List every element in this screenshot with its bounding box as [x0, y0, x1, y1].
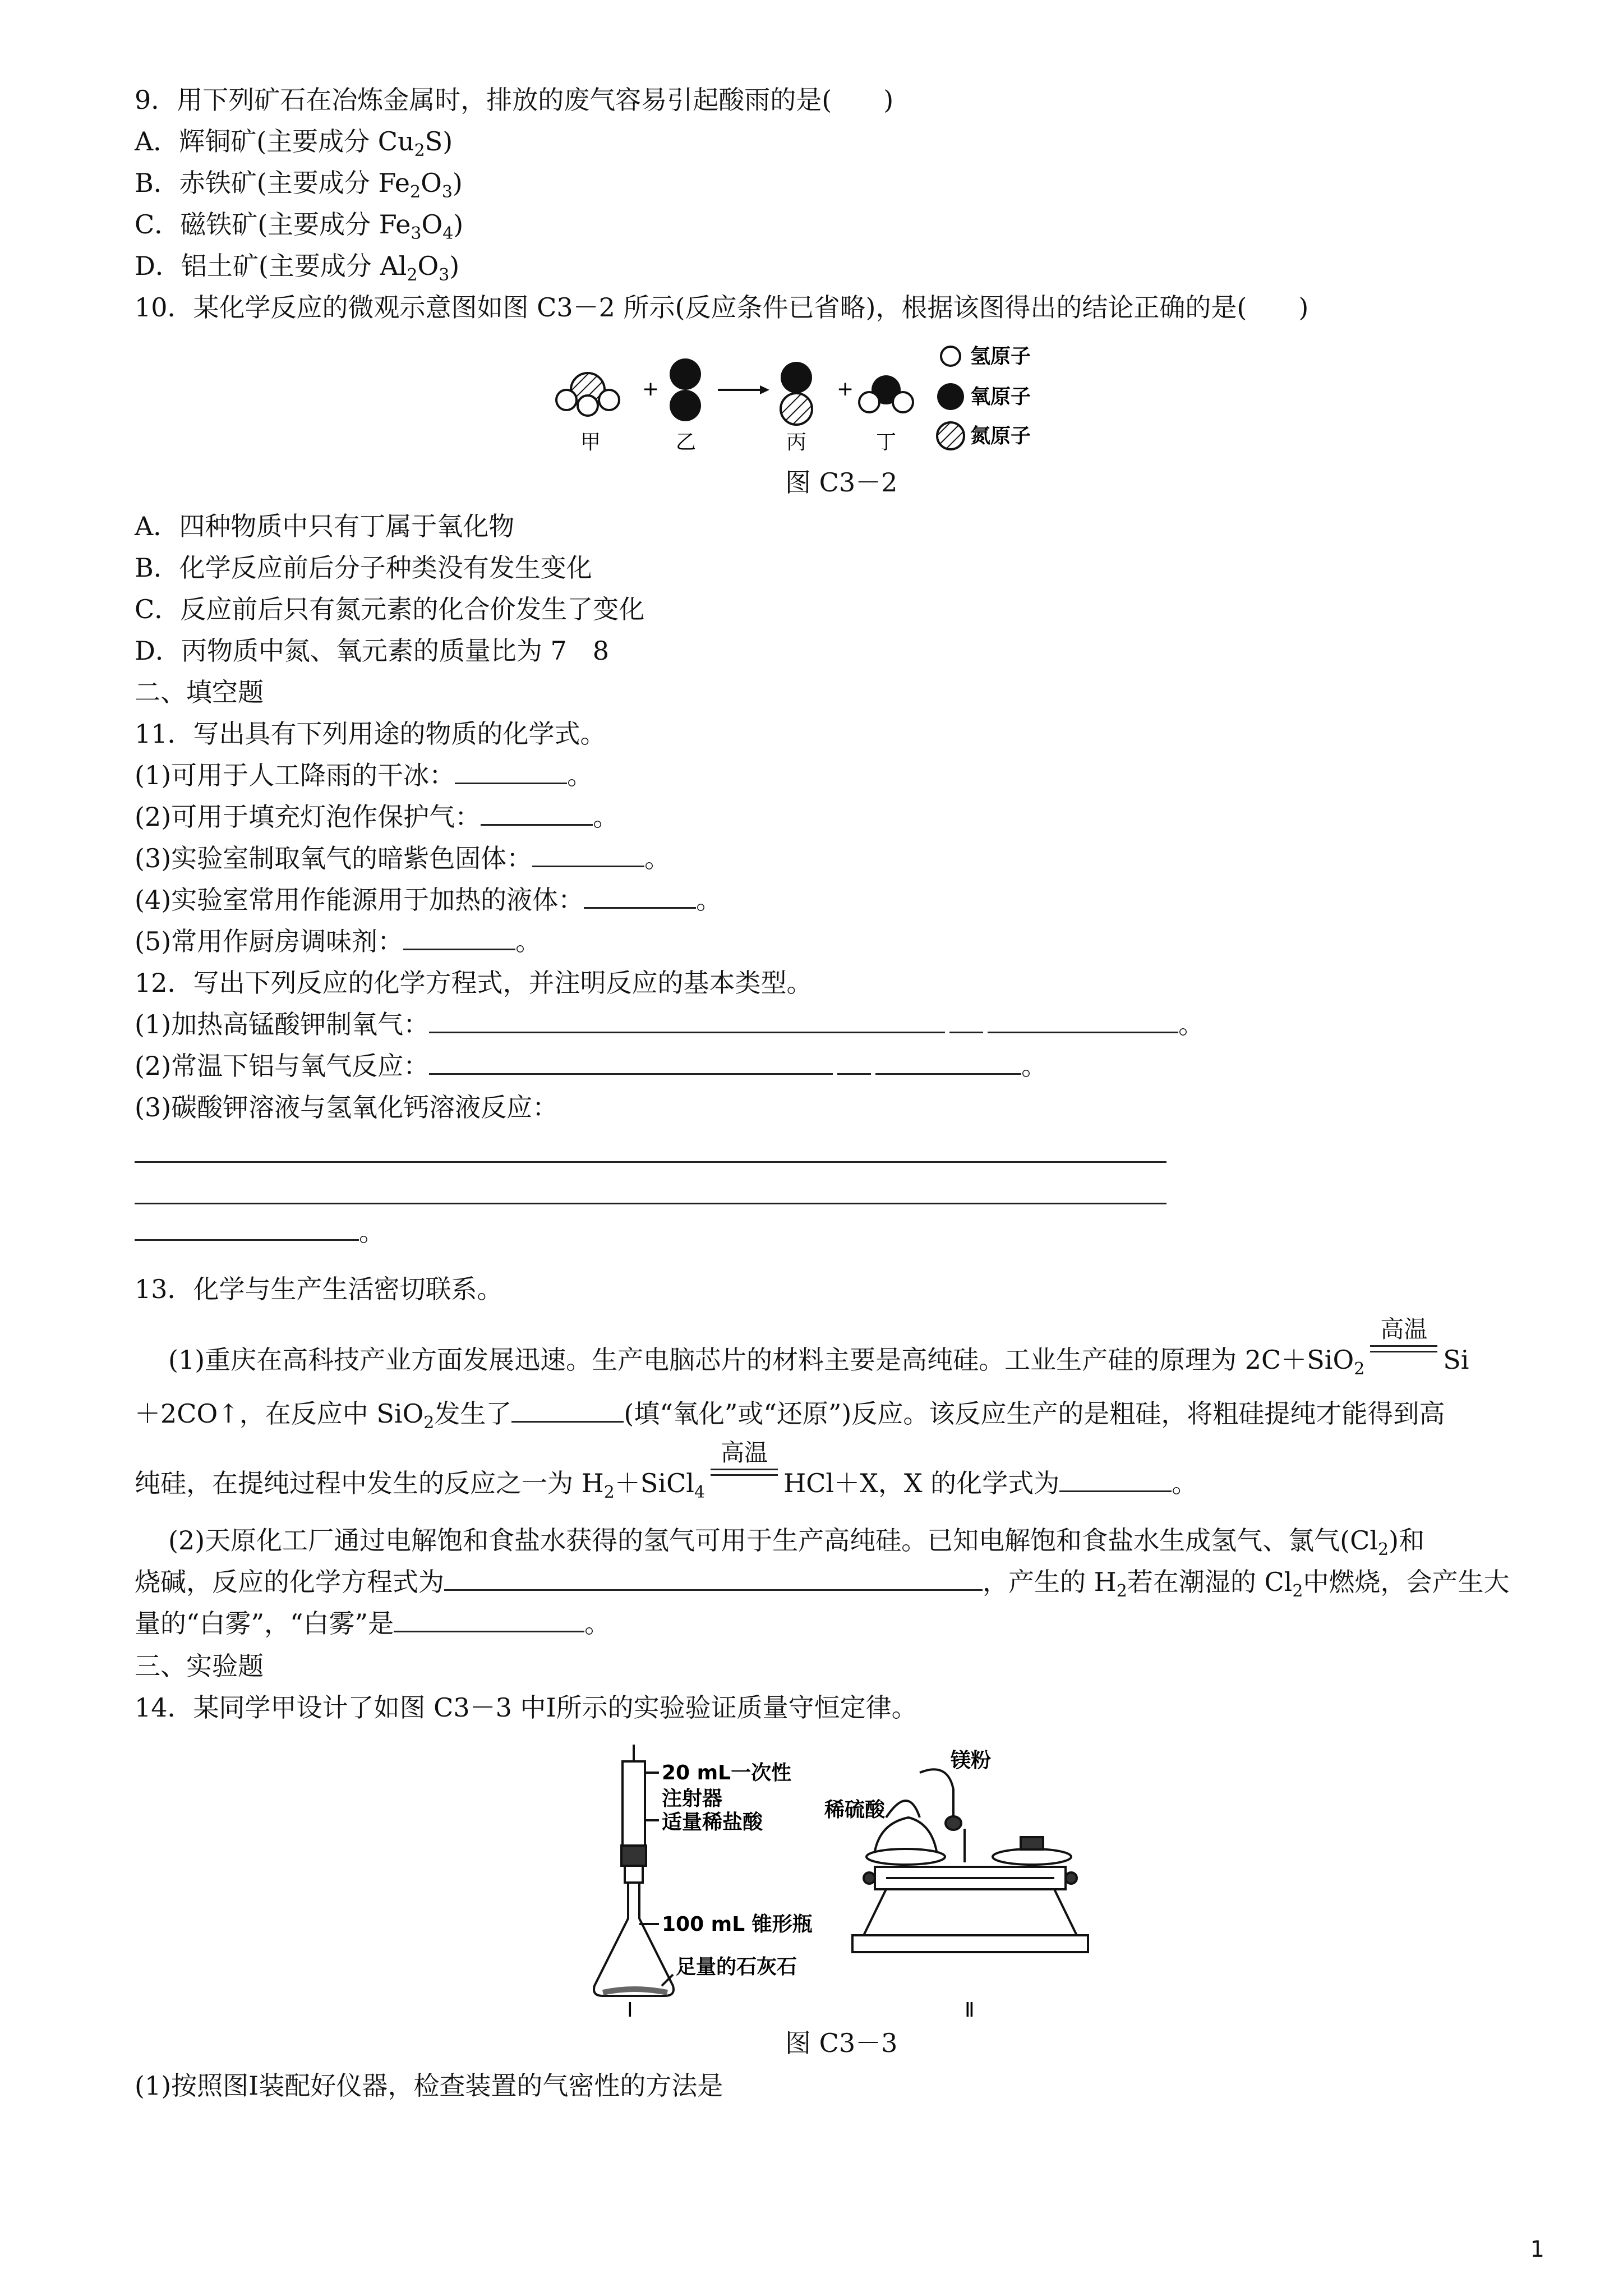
- molecule-bing: [781, 362, 812, 425]
- answer-blank[interactable]: [403, 926, 515, 950]
- q13-p1-line2: ＋2CO↑，在反应中 SiO$_2$发生了 (填“氧化”或“还原”)反应。该反应生产的是粗硅，将粗硅提纯才能得到高: [135, 1398, 1445, 1433]
- legend-nitrogen-label: 氮原子: [970, 425, 1031, 448]
- q13-p1-line1: (1)重庆在高科技产业方面发展迅速。生产电脑芯片的材料主要是高纯硅。工业生产硅的原理为 2C＋SiO$_2$ 高温 Si: [168, 1315, 1469, 1379]
- q11-item-2: (2)可用于填充灯泡作保护气： 。: [135, 802, 619, 832]
- label-bing: 丙: [786, 431, 807, 454]
- label-jia: 甲: [580, 431, 601, 454]
- reaction-arrow: [718, 385, 769, 394]
- q9-option-a: A．辉铜矿(主要成分 $Cu_2S$): [135, 126, 453, 161]
- molecule-jia: [556, 373, 619, 416]
- label-dilute-hcl: 适量稀盐酸: [662, 1811, 763, 1834]
- page-number: 1: [1530, 2237, 1544, 2262]
- answer-blank[interactable]: [455, 760, 567, 784]
- q10-option-a: A．四种物质中只有丁属于氧化物: [135, 511, 515, 541]
- apparatus-figure: [583, 1739, 1144, 2019]
- separator-dash: [949, 1015, 983, 1033]
- molecule-ding: [859, 375, 913, 412]
- legend-hydrogen-symbol: [941, 347, 960, 366]
- q11-item-4: (4)实验室常用作能源用于加热的液体： 。: [135, 885, 722, 915]
- q10-option-b: B．化学反应前后分子种类没有发生变化: [135, 553, 592, 583]
- label-roman-2: Ⅱ: [965, 1999, 975, 2019]
- q14-stem: 14．某同学甲设计了如图 C3－3 中Ⅰ所示的实验验证质量守恒定律。: [135, 1692, 917, 1723]
- section-fill-in: 二、填空题: [135, 677, 264, 707]
- q13-stem: 13．化学与生产生活密切联系。: [135, 1274, 503, 1304]
- plus-sign-2: +: [837, 378, 854, 401]
- q10-stem: 10．某化学反应的微观示意图如图 C3－2 所示(反应条件已省略)，根据该图得出的结论正确的是( ): [135, 292, 1309, 323]
- separator-dash: [837, 1056, 871, 1075]
- figure-c3-2-caption: 图 C3－2: [785, 467, 898, 498]
- q9-option-c: C．磁铁矿(主要成分 $Fe_3O_4$): [135, 209, 464, 244]
- legend-nitrogen-symbol: [937, 422, 964, 449]
- label-flask: 100 mL 锥形瓶: [662, 1913, 813, 1936]
- q13-p2-line2: 烧碱，反应的化学方程式为 ，产生的 $H_2$若在潮湿的 $Cl_2$中燃烧，会产生大: [135, 1567, 1510, 1602]
- label-dilute-h2so4: 稀硫酸: [824, 1798, 886, 1821]
- q13-p2-line3: 量的“白雾”，“白雾”是 。: [135, 1608, 611, 1639]
- q10-option-d: D．丙物质中氮、氧元素的质量比为 7 8: [135, 636, 610, 666]
- label-ding: 丁: [876, 431, 897, 454]
- label-mg-powder: 镁粉: [951, 1749, 992, 1772]
- q12-stem: 12．写出下列反应的化学方程式，并注明反应的基本类型。: [135, 968, 813, 998]
- label-roman-1: Ⅰ: [627, 1999, 633, 2019]
- legend-oxygen-symbol: [937, 383, 964, 410]
- reaction-type-blank[interactable]: [875, 1051, 1021, 1075]
- legend: [937, 345, 1031, 449]
- equation-blank[interactable]: [444, 1567, 983, 1591]
- q12-item-2: (2)常温下铝与氧气反应： 。: [135, 1051, 1048, 1081]
- section-experiment: 三、实验题: [135, 1651, 264, 1681]
- answer-line[interactable]: [135, 1161, 1166, 1163]
- q12-item-3: (3)碳酸钾溶液与氢氧化钙溶液反应：: [135, 1092, 559, 1122]
- reaction-diagram: [550, 334, 1166, 463]
- q12-item-1: (1)加热高锰酸钾制氧气： 。: [135, 1009, 1205, 1039]
- label-syringe-line2: 注射器: [662, 1787, 723, 1810]
- q11-stem: 11．写出具有下列用途的物质的化学式。: [135, 719, 606, 749]
- answer-blank[interactable]: [584, 885, 696, 909]
- equation-blank[interactable]: [429, 1051, 833, 1075]
- q13-p1-line3: 纯硅，在提纯过程中发生的反应之一为 $H_2+SiCl_4$ 高温 HCl＋X，X 的化学式为 。: [135, 1439, 1198, 1503]
- reaction-condition-high-temp: 高温: [711, 1458, 778, 1492]
- legend-hydrogen-label: 氢原子: [970, 345, 1031, 368]
- answer-blank[interactable]: [394, 1608, 584, 1632]
- answer-blank[interactable]: [511, 1398, 624, 1423]
- answer-blank[interactable]: [481, 802, 593, 826]
- q9-option-b: B．赤铁矿(主要成分 $Fe_2O_3$): [135, 168, 463, 203]
- answer-blank[interactable]: [135, 1217, 359, 1241]
- molecule-yi: [670, 358, 701, 421]
- q11-item-3: (3)实验室制取氧气的暗紫色固体： 。: [135, 843, 671, 873]
- answer-blank[interactable]: [1059, 1468, 1172, 1492]
- answer-blank[interactable]: [532, 843, 644, 867]
- reaction-condition-high-temp: 高温: [1370, 1335, 1437, 1369]
- label-yi: 乙: [676, 431, 697, 454]
- legend-oxygen-label: 氧原子: [970, 385, 1031, 408]
- q9-option-d: D．铝土矿(主要成分 $Al_2O_3$): [135, 251, 460, 286]
- figure-c3-3-caption: 图 C3－3: [785, 2028, 898, 2058]
- q10-option-c: C．反应前后只有氮元素的化合价发生了变化: [135, 594, 645, 624]
- q13-p2-line1: (2)天原化工厂通过电解饱和食盐水获得的氢气可用于生产高纯硅。已知电解饱和食盐水生成氢气、氯气$(Cl_2)$和: [168, 1525, 1425, 1560]
- reaction-type-blank[interactable]: [988, 1009, 1178, 1033]
- q12-item-3-end: 。: [135, 1215, 385, 1249]
- apparatus-ii: [852, 1769, 1088, 1952]
- q11-item-5: (5)常用作厨房调味剂： 。: [135, 926, 542, 956]
- q14-sub1: (1)按照图Ⅰ装配好仪器，检查装置的气密性的方法是: [135, 2070, 723, 2101]
- label-syringe-line1: 20 mL一次性: [662, 1761, 792, 1784]
- q9-stem: 9．用下列矿石在冶炼金属时，排放的废气容易引起酸雨的是( ): [135, 85, 894, 115]
- q11-item-1: (1)可用于人工降雨的干冰： 。: [135, 760, 593, 790]
- plus-sign-1: +: [642, 378, 660, 401]
- answer-line[interactable]: [135, 1203, 1166, 1204]
- equation-blank[interactable]: [429, 1009, 945, 1033]
- label-limestone: 足量的石灰石: [676, 1955, 797, 1978]
